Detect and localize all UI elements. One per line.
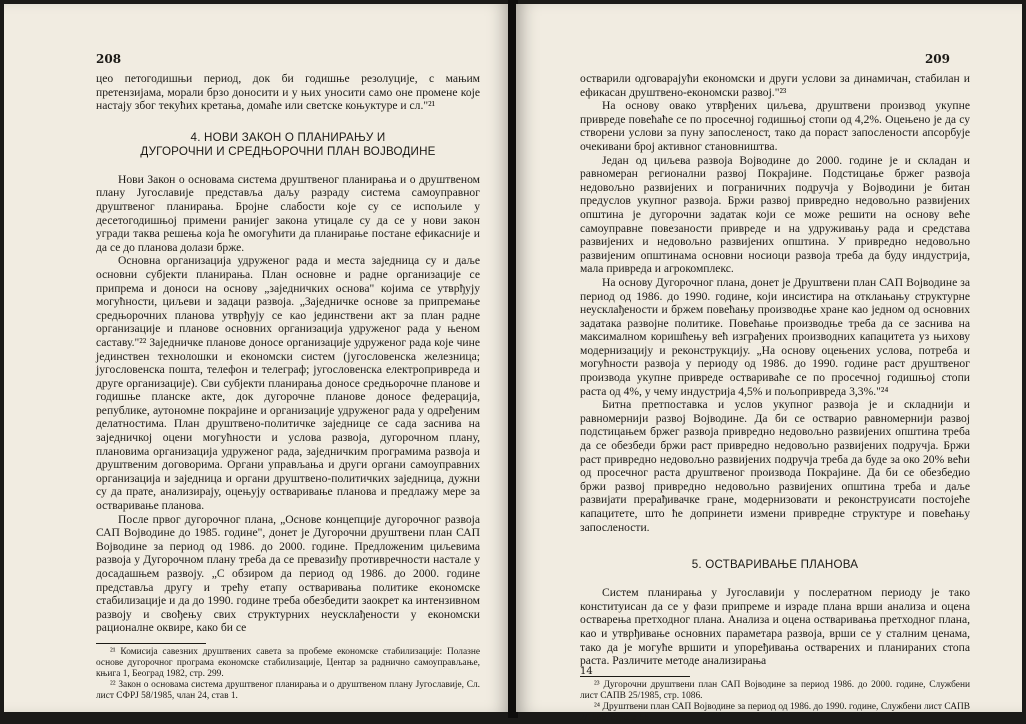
section-heading: ДУГОРОЧНИ И СРЕДЊОРОЧНИ ПЛАН ВОЈВОДИНЕ xyxy=(140,144,436,158)
section-heading: 4. НОВИ ЗАКОН О ПЛАНИРАЊУ И xyxy=(190,130,386,144)
paragraph: цео петогодишњи период, док би годишње резолуције, с мањим претензијама, морали брзо доносити и у њих уносити само оне промене које настају због текућих кретања, домаће или светске коњуктуре и сл."²¹ xyxy=(96,72,480,113)
footnotes xyxy=(580,680,970,724)
footnote: ²³ Дугорочни друштвени план САП Војводине за период 1986. до 2000. године, Службени лист САПВ 25/1985, стр. 1086. xyxy=(580,679,970,701)
signature-mark: 14 xyxy=(580,666,593,677)
paragraph: Систем планирања у Југославији у послератном периоду је тако конституисан да се у фази припреме и израде плана врши анализа и оцена остварења претходног плана. Анализа и оцена остваривања претходног плана, као и утврђивање основних параметара развоја, врши се у сталним ценама, тако да је могуће вршити и упоређивања остварених и планираних стопа раста. Различите методе анализирања xyxy=(580,586,970,668)
footnote: ²¹ Комисија савезних друштвених савета за пробеме економске стабилизације: Полазне основе дугорочног програма економске стабилизације, Центар за раднично самоуправљање, књига 1, Београд 1982, стр. 299. xyxy=(96,646,480,679)
footnotes xyxy=(96,647,480,702)
paragraph: Основна организација удруженог рада и места заједница су и даље основни субјекти планирања. План основне и радне организације се припрема и доноси на основу „заједничких основа" којима се утврђују могућности, циљеви и задаци развоја. „Заједничке основе за припремање средњорочних планова утврђују се као јединствени акт за план радне организације и планове основних организација удруженог рада у њеном саставу."²² Заједничке планове доносе организације удруженог рада које чине јединствен технолошки и економски систем (југословенска железница; југословенска пошта, телефон и телеграф; југословенска електропривреда и друге организације). Сви субјекти планирања доносе средњорочне планове и годишње планске акте, док дугорочне планове доносе федерација, републике, аутономне покрајине и организације удруженог рада у одређеним делатностима. План друштвено-политичке заједнице се сада заснива на заједничкој оцени могућности и услова развоја, дугорочном плану, плановима организација удруженог рада, заједничким програмима развоја и друштвеним договорима. Органи управљања и други органи самоуправних организација и заједница и органи друштвено-политичких заједница, дужни су да прате, анализирају, оцењују остваривање планова и предлажу мере за остваривање планова. xyxy=(96,254,480,513)
footnote-rule xyxy=(96,643,206,644)
paragraph: остварили одговарајући економски и други услови за динамичан, стабилан и ефикасан друштвено-економски развој."²³ xyxy=(580,72,970,99)
text-column xyxy=(580,72,970,724)
text-column xyxy=(96,72,480,702)
footnote: ²⁴ Друштвени план САП Војводине за период од 1986. до 1990. године, Службени лист САПВ 2/1986, страна 56. xyxy=(580,701,970,723)
paragraph: Битна претпоставка и услов укупног развоја је и складнији и равномернији развој Војводине. Да би се остварио равномернији развој подстицањем бржег развоја привредно недовољно развијених општина треба да се обезбеди бржи раст привредно недовољно развијених подручја. Бржи раст привредно недовољно развијених подручја треба да буде за око 20% већи од просечног раста друштвеног производа Покрајине. Да би се обезбедио бржи развој привредно недовољно развијених општина треба и даље развијати прерађивачке гране, модернизовати и реконструисати постојеће капацитете, што ће допринети измени привредне структуре и повећању запослености. xyxy=(580,398,970,534)
paragraph: На основу Дугорочног плана, донет је Друштвени план САП Војводине за период од 1986. до 1990. године, који инсистира на отклањању структурне неусклађености и бржем повећању производње хране као једном од основних задатака развојне политике. Повећање производње треба да се заснива на максималном коришћењу већ изграђених производних капацитета уз њихову модернизацију и реконструкцију. „На основу оцењених услова, потреба и могућности развоја у периоду од 1986. до 1990. године раст друштвеног производа укупне привреде оствариваће се по просечној годишњој стопи раста од 4%, у чему индустрија 4,5% и пољопривреда 3,3%."²⁴ xyxy=(580,275,970,398)
footnote: ²² Закон о основама система друштвеног планирања и о друштвеном плану Југославије, Сл. лист СФРЈ 58/1985, члан 24, став 1. xyxy=(96,679,480,701)
paragraph: На основу овако утврђених циљева, друштвени производ укупне привреде повећаће се по просечној годишњој стопи од 4,2%. Оцењено је да су створени услови за пуну запосленост, тако да пораст запослености апсорбује очекивани број активног становништва. xyxy=(580,99,970,153)
section-heading: 5. ОСТВАРИВАЊЕ ПЛАНОВА xyxy=(691,558,859,572)
right-page xyxy=(516,4,1022,723)
paragraph: После првог дугорочног плана, „Основе концепције дугорочног развоја САП Војводине до 1985. године", донет је Дугорочни друштвени план САП Војводине за период од 1986. до 2000. године. Предложеним циљевима развоја у Дугорочном плану треба да се превазиђу противречности настале у досадашњем развоју. „С обзиром да период од 1986. до 2000. године представља другу и трећу етапу остваривања политике економске стабилизације и да до 1990. године треба обезбедити заокрет ка интензивном развоју и свођењу свих структурних неусклађености у економски рационалне оквире, како би се xyxy=(96,512,480,635)
page-number: 209 xyxy=(924,52,950,66)
footnote-rule xyxy=(580,676,690,677)
paragraph: Један од циљева развоја Војводине до 2000. године је и складан и равномеран регионални развој Покрајине. Подстицање бржег развоја недовољно развијених и пограничних подручја у Војводини је битан предуслов укупног развоја. Бржи развој привредно недовољно развијених општина је дугорочни задатак који се може решити на основу веће самоуправне повезаности привреде и на удруживању рада и средстава развијених и недовољно развијених општина. У привредно недовољно развијеним општинама основни носиоци развоја треба да буду индустрија, мала привреда и агрокомплекс. xyxy=(580,153,970,276)
paragraph: Нови Закон о основама система друштвеног планирања и о друштвеном плану Југославије представља даљу разраду система самоуправног друштвеног планирања. Бројне слабости које су се испољиле у десетогодишњој примени ранијег закона утицале су да се у нови закон угради таква решења која ће омогућити да планирање постане ефикасније и да се до планова долази брже. xyxy=(96,172,480,254)
page-number: 208 xyxy=(96,52,122,66)
left-page xyxy=(4,4,510,712)
